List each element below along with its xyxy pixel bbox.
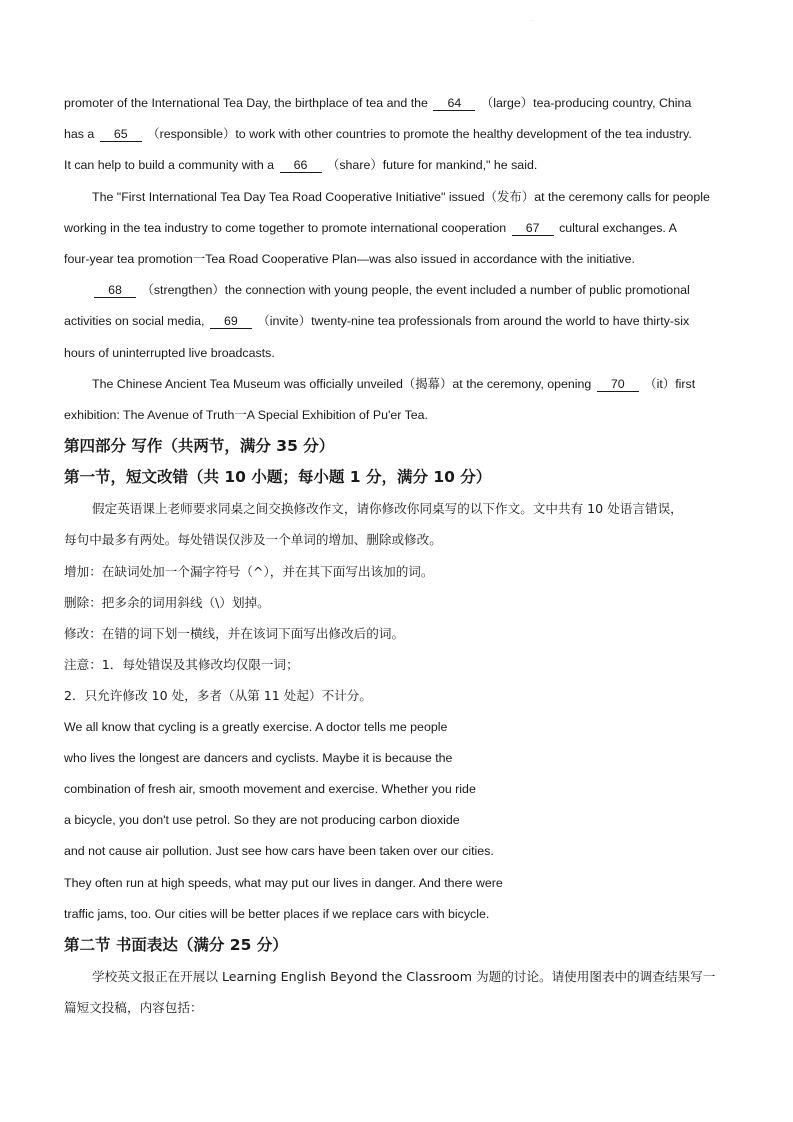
essay-text: [64, 712, 734, 930]
passage-paragraph-2: [64, 182, 734, 276]
instruction-modify: 修改：在错的词下划一横线，并在该词下面写出修改后的词。: [64, 626, 405, 642]
section1-heading: 第一节，短文改错（共 10 小题；每小题 1 分，满分 10 分）: [64, 468, 492, 487]
text-run: The Chinese Ancient Tea Museum was officially unveiled（揭幕）at the ceremony, opening: [92, 376, 595, 391]
page-mark: ·: [531, 18, 533, 24]
passage-line: exhibition: The Avenue of Truth一A Special Exhibition of Pu'er Tea.: [64, 408, 428, 423]
section2-instruction: 篇短文投稿，内容包括：: [64, 1000, 203, 1016]
passage-line: [64, 88, 734, 119]
blank-66[interactable]: 66: [280, 158, 322, 173]
passage-line: four-year tea promotion一Tea Road Cooperative Plan—was also issued in accordance with the initiative.: [64, 252, 635, 267]
text-run: It can help to build a community with a: [64, 158, 278, 173]
blank-69[interactable]: 69: [210, 314, 252, 329]
blank-68[interactable]: 68: [94, 283, 136, 298]
text-run: promoter of the International Tea Day, the birthplace of tea and the: [64, 96, 432, 110]
essay-line: traffic jams, too. Our cities will be better places if we replace cars with bicycle.: [64, 906, 490, 921]
text-run: activities on social media,: [64, 314, 208, 329]
passage-line: [64, 119, 734, 150]
instruction-note: 注意：1．每处错误及其修改均仅限一词；: [64, 657, 299, 673]
blank-70[interactable]: 70: [597, 377, 639, 392]
section2-heading: 第二节 书面表达（满分 25 分）: [64, 936, 288, 955]
essay-line: a bicycle, you don't use petrol. So they are not producing carbon dioxide: [64, 813, 460, 828]
instruction-add: 增加：在缺词处加一个漏字符号（^），并在其下面写出该加的词。: [64, 563, 434, 579]
text-run: （large）tea-producing country, China: [477, 96, 692, 110]
passage-paragraph-1: [64, 88, 734, 182]
passage-paragraph-4: [64, 369, 734, 431]
text-run: cultural exchanges. A: [555, 220, 677, 235]
instruction-note: 2．只允许修改 10 处，多者（从第 11 处起）不计分。: [64, 688, 372, 704]
blank-64[interactable]: 64: [433, 96, 475, 111]
passage-line: [64, 150, 734, 181]
passage-line: [64, 369, 734, 400]
passage-line: [64, 213, 734, 244]
instruction-line: 每句中最多有两处。每处错误仅涉及一个单词的增加、删除或修改。: [64, 532, 442, 548]
blank-67[interactable]: 67: [512, 221, 554, 236]
passage-line: [64, 306, 734, 337]
instruction-line: 假定英语课上老师要求同桌之间交换修改作文，请你修改你同桌写的以下作文。文中共有 10 处语言错误，: [92, 501, 683, 517]
essay-line: combination of fresh air, smooth movement and exercise. Whether you ride: [64, 782, 476, 797]
text-run: working in the tea industry to come together to promote international cooperation: [64, 220, 510, 235]
passage-line: hours of uninterrupted live broadcasts.: [64, 345, 275, 360]
text-run: （share）future for mankind," he said.: [323, 158, 538, 173]
passage-line: [64, 275, 734, 306]
text-run: （invite）twenty-nine tea professionals from around the world to have thirty-six: [253, 314, 690, 329]
passage-line: The "First International Tea Day Tea Road Cooperative Initiative" issued（发布）at the ceremony calls for people: [92, 189, 710, 204]
section2-instruction: 学校英文报正在开展以 Learning English Beyond the Classroom 为题的讨论。请使用图表中的调查结果写一: [92, 969, 716, 985]
part4-heading: 第四部分 写作（共两节，满分 35 分）: [64, 437, 335, 456]
document-page: [64, 88, 734, 1023]
essay-line: They often run at high speeds, what may put our lives in danger. And there were: [64, 875, 503, 890]
text-run: has a: [64, 127, 98, 142]
passage-paragraph-3: [64, 275, 734, 369]
text-run: （strengthen）the connection with young people, the event included a number of public promotional: [138, 283, 690, 298]
essay-line: We all know that cycling is a greatly exercise. A doctor tells me people: [64, 719, 448, 734]
text-run: （responsible）to work with other countries to promote the healthy development of the tea industry.: [143, 127, 692, 142]
essay-line: and not cause air pollution. Just see how cars have been taken over our cities.: [64, 844, 494, 859]
essay-line: who lives the longest are dancers and cyclists. Maybe it is because the: [64, 750, 453, 765]
blank-65[interactable]: 65: [100, 127, 142, 142]
text-run: （it）first: [640, 376, 696, 391]
instruction-delete: 删除：把多余的词用斜线（\）划掉。: [64, 594, 270, 610]
